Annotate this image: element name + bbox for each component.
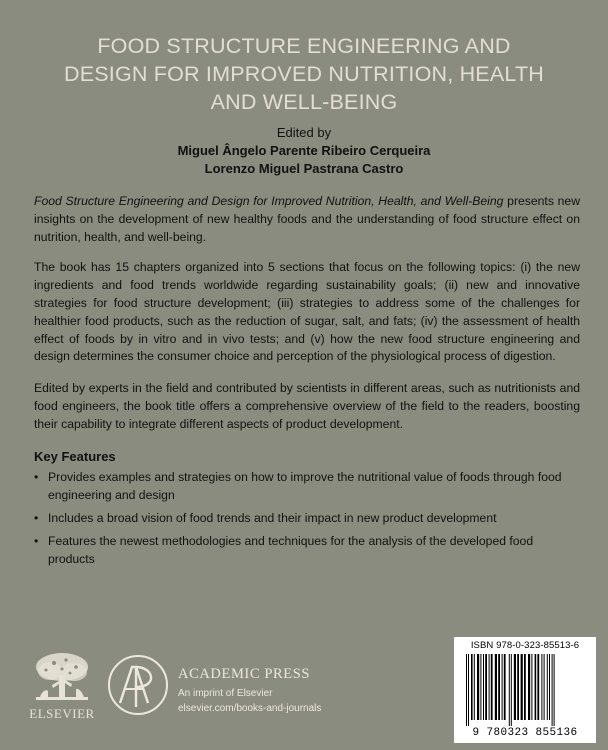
- barcode-bars: [464, 654, 586, 726]
- key-feature-text: Includes a broad vision of food trends and their impact in new product development: [48, 510, 497, 525]
- editor-name-2: Lorenzo Miguel Pastrana Castro: [204, 161, 404, 176]
- editors-block: [0, 124, 608, 178]
- key-feature-text: Features the newest methodologies and techniques for the analysis of the developed food products: [48, 533, 534, 566]
- isbn-text: ISBN 978-0-323-85513-6: [470, 640, 580, 651]
- barcode-bar: [466, 654, 467, 726]
- barcode-bar: [504, 654, 506, 720]
- title-line-3: AND WELL-BEING: [210, 90, 398, 114]
- publisher-url[interactable]: elsevier.com/books-and-journals: [178, 703, 322, 714]
- barcode-bar: [477, 654, 479, 720]
- title-line-2: DESIGN FOR IMPROVED NUTRITION, HEALTH: [63, 62, 545, 86]
- key-feature-text: Provides examples and strategies on how to improve the nutritional value of foods through food engineering and design: [48, 470, 562, 503]
- key-features-heading: Key Features: [34, 448, 116, 464]
- barcode-bar: [544, 654, 545, 720]
- barcode-bar: [517, 654, 519, 720]
- imprint-name: ACADEMIC PRESS: [178, 666, 311, 682]
- barcode-bar: [483, 654, 484, 720]
- book-title: [20, 32, 588, 116]
- edited-by-label: Edited by: [276, 125, 332, 140]
- key-features-list: [34, 469, 580, 568]
- barcode-bar: [537, 654, 539, 720]
- barcode-bar: [521, 654, 523, 720]
- description-paragraph-2: The book has 15 chapters organized into 5 sections that focus on the following topics: (i) the new ingredients and food trends worldwide regarding sustainability goals; (ii) new and innovative strategies for food structure development; (iii) strategies to address some of the challenges for healthier food products, such as the reduction of sugar, salt, and fats; (iv) the assessment of health effect of foods by in vitro and in vivo tests; and (v) how the new food structure engineering and design determines the consumer choice and perception of the physiological process of digestion.: [34, 260, 580, 364]
- barcode-bar: [524, 654, 526, 720]
- barcode-panel: [454, 637, 596, 743]
- title-line-1: FOOD STRUCTURE ENGINEERING AND: [97, 34, 511, 58]
- key-feature-item: [34, 469, 580, 505]
- barcode-bar: [514, 654, 516, 720]
- barcode-bar: [528, 654, 530, 720]
- barcode-bar: [489, 654, 490, 720]
- barcode-bar: [502, 654, 503, 720]
- barcode-bar: [552, 654, 553, 726]
- academic-press-ap-logo-icon: [106, 653, 170, 717]
- bullet: •: [34, 533, 39, 548]
- barcode-bar: [531, 654, 532, 720]
- intro-rest: presents new insights on the development of new healthy foods and the understanding of food structure effect on nutrition, health, and well-being.: [34, 194, 581, 244]
- description-paragraph-1: [34, 193, 580, 246]
- barcode-bar: [471, 654, 473, 720]
- ean-digits: 9 780323 855136: [472, 727, 578, 739]
- barcode-bar: [468, 654, 469, 726]
- barcode-bar: [480, 654, 481, 720]
- barcode-bar: [535, 654, 537, 720]
- barcode-bar: [485, 654, 487, 720]
- description-paragraph-3: Edited by experts in the field and contributed by scientists in different areas, such as nutritionists and food engineers, the book title offers a comprehensive overview of the field to the readers, boosting their capability to integrate different aspects of product development.: [34, 381, 580, 431]
- bullet: •: [34, 510, 39, 525]
- key-feature-item: [34, 533, 580, 569]
- barcode-bar: [511, 654, 512, 726]
- description-block: [34, 193, 580, 573]
- barcode-bar: [474, 654, 475, 720]
- barcode-bar: [554, 654, 555, 726]
- barcode-bar: [509, 654, 510, 726]
- barcode-bar: [495, 654, 497, 720]
- barcode-bar: [549, 654, 550, 720]
- barcode-bar: [547, 654, 548, 720]
- bullet: •: [34, 470, 39, 485]
- barcode-bar: [491, 654, 493, 720]
- imprint-line: An imprint of Elsevier: [178, 688, 273, 699]
- barcode-bar: [541, 654, 542, 720]
- key-feature-item: [34, 510, 580, 528]
- book-title-italic: Food Structure Engineering and Design for Improved Nutrition, Health, and Well-Being: [34, 194, 504, 208]
- editor-name-1: Miguel Ângelo Parente Ribeiro Cerqueira: [177, 143, 431, 158]
- elsevier-tree-logo-icon: [32, 651, 92, 705]
- elsevier-wordmark: ELSEVIER: [29, 706, 95, 721]
- barcode-bar: [498, 654, 500, 720]
